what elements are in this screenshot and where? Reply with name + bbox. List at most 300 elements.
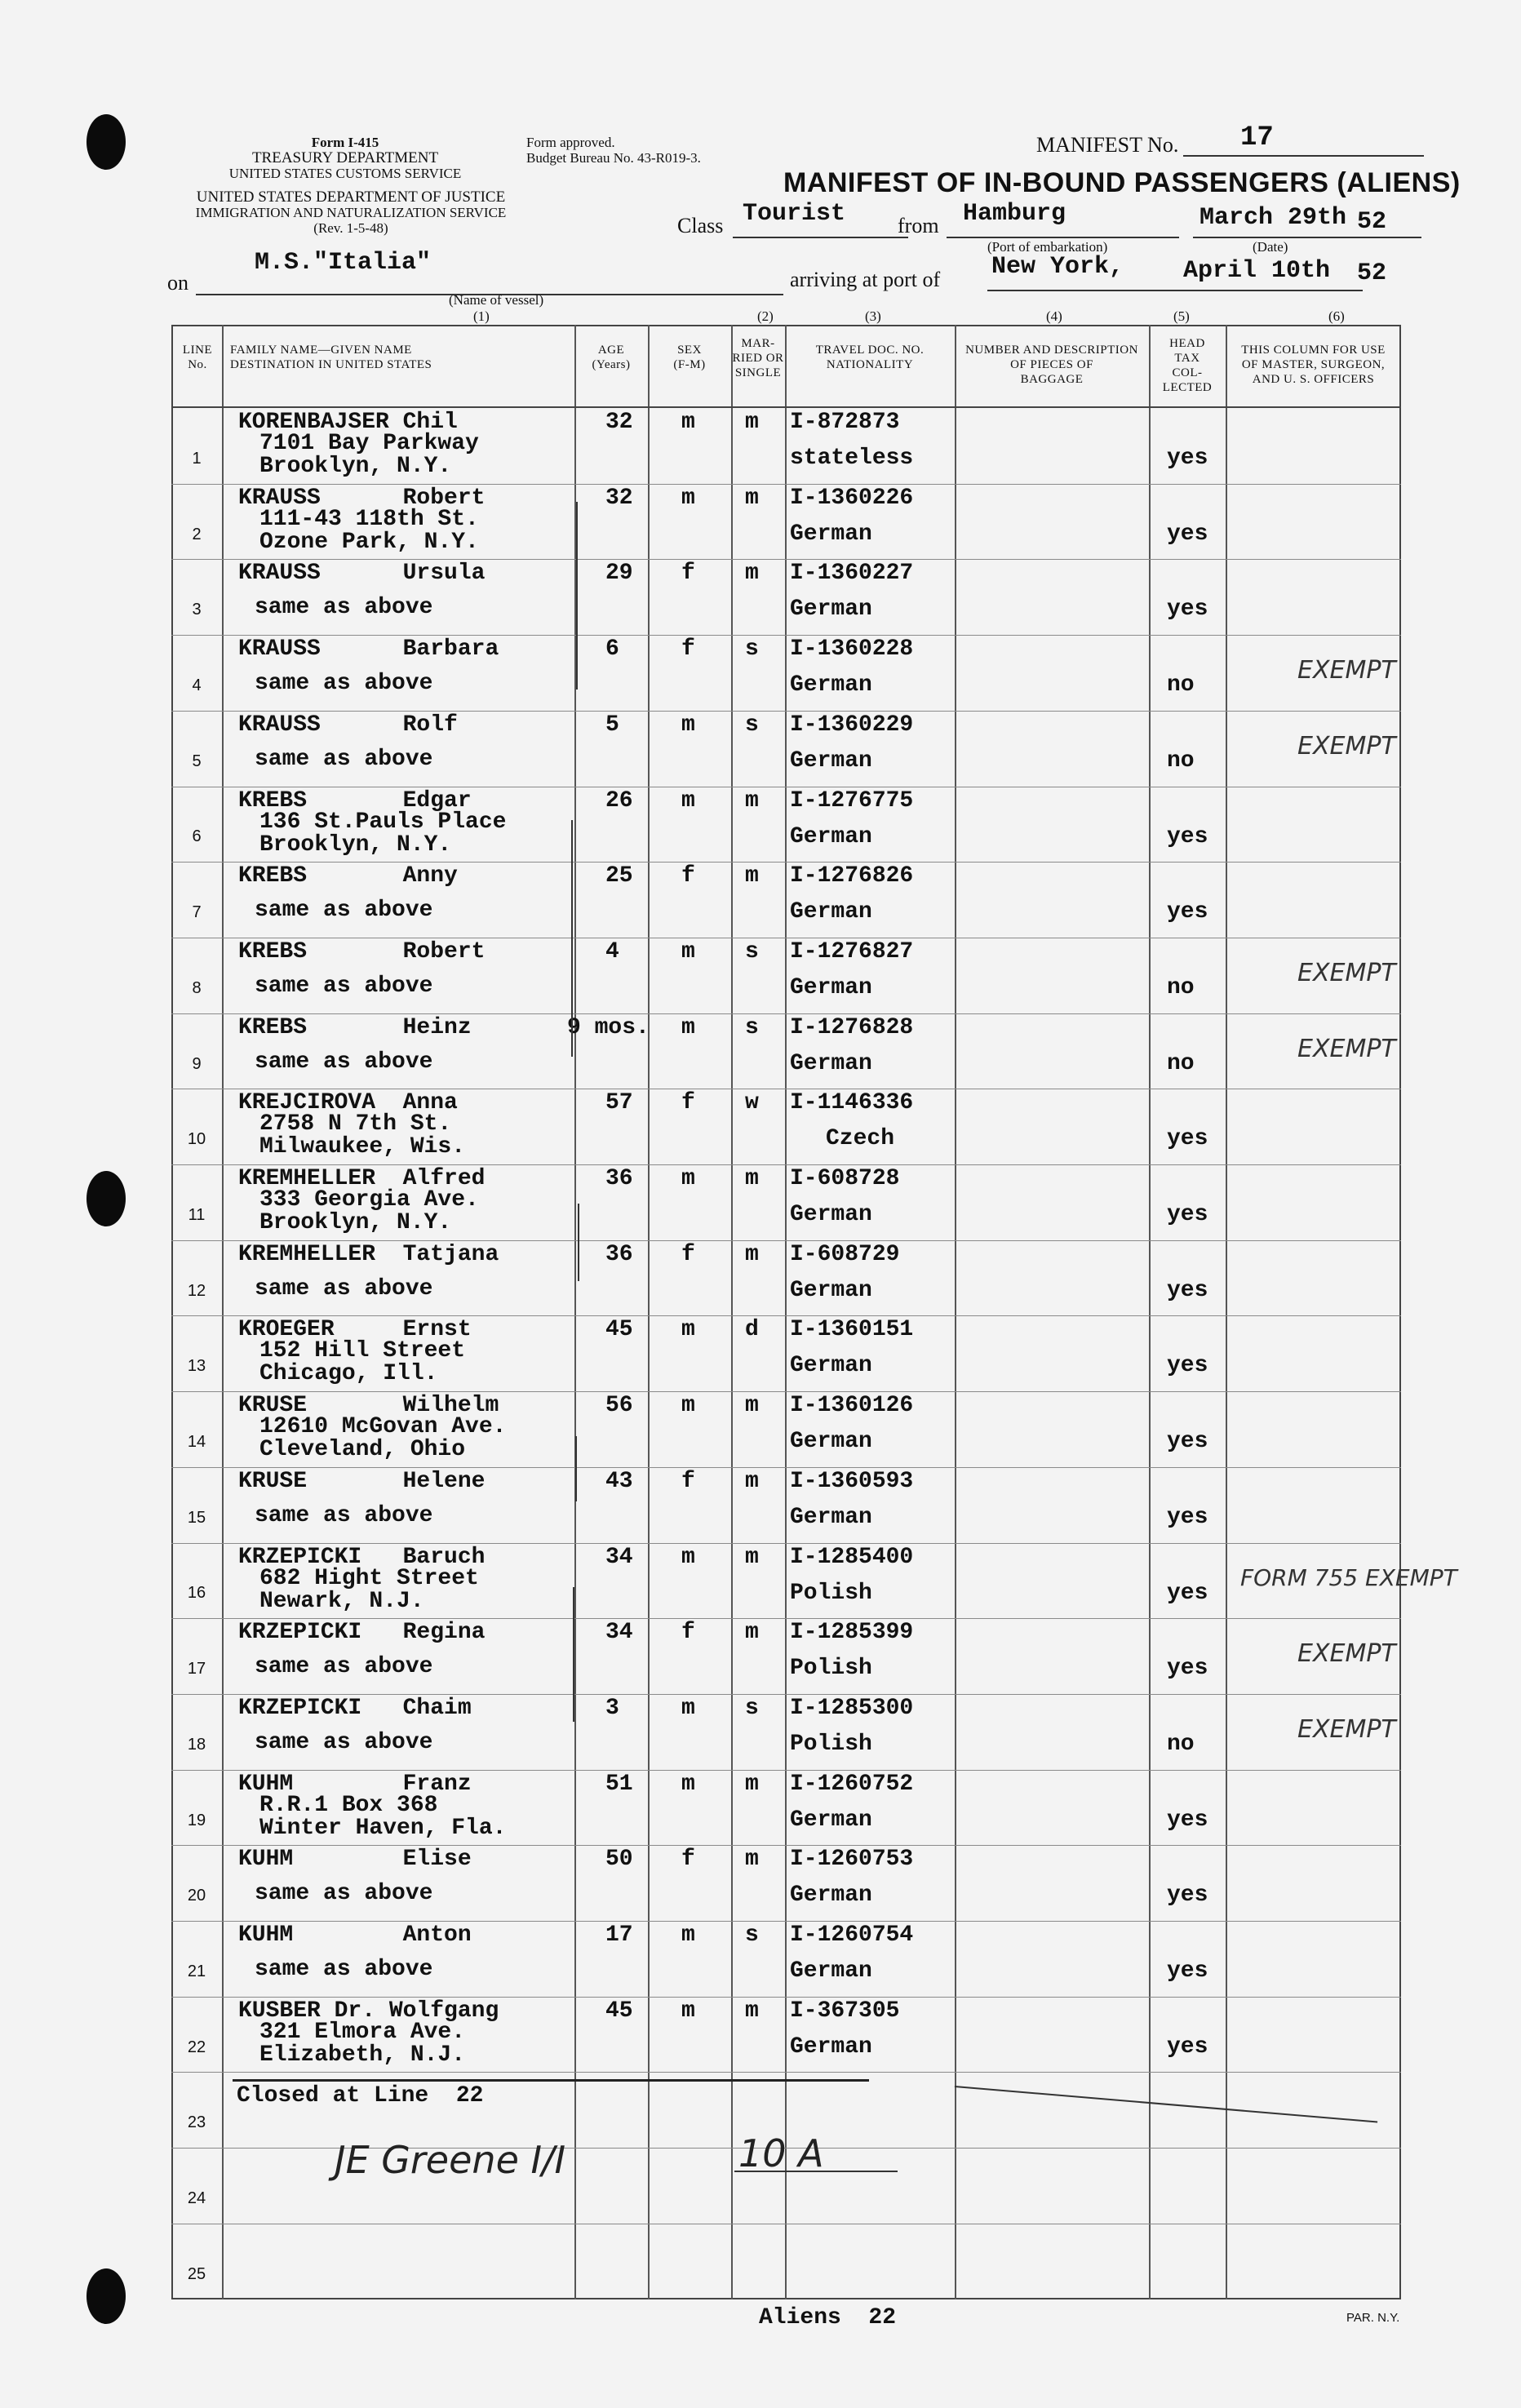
age: 4 (605, 938, 619, 965)
destination-line-1: 136 St.Pauls Place (259, 809, 507, 835)
destination-line-1: 152 Hill Street (259, 1338, 466, 1364)
arriving-label: arriving at port of (790, 268, 941, 291)
handwritten-mark: 10 A (738, 2131, 824, 2175)
pencil-bracket (573, 1587, 574, 1722)
head-tax: yes (1167, 1580, 1208, 1606)
destination-line-2: Cleveland, Ohio (259, 1437, 466, 1463)
sex: m (681, 1014, 695, 1040)
nationality: Polish (790, 1656, 872, 1682)
head-tax: no (1167, 974, 1195, 1000)
destination-line-1: 682 Hight Street (259, 1565, 479, 1591)
sex: m (681, 1544, 695, 1570)
date-caption: (Date) (1253, 239, 1288, 255)
line-number: 20 (187, 1887, 206, 1905)
row-divider (171, 1694, 1401, 1695)
destination-line-1: 111-43 118th St. (259, 506, 479, 532)
marital-status: s (745, 938, 759, 965)
row-divider (171, 1391, 1401, 1392)
line-number: 16 (187, 1584, 206, 1603)
travel-doc-no: I-1360226 (790, 485, 914, 511)
nationality: German (790, 1504, 872, 1530)
travel-doc-no: I-1285400 (790, 1544, 914, 1570)
sex: f (681, 863, 695, 889)
punch-hole (86, 1171, 126, 1226)
passenger-name: KREMHELLER Alfred (238, 1166, 486, 1191)
sex: m (681, 410, 695, 435)
manifest-title: MANIFEST OF IN-BOUND PASSENGERS (ALIENS) (783, 167, 1461, 198)
head-tax: yes (1167, 1429, 1208, 1455)
sex: f (681, 1468, 695, 1494)
vessel-name: M.S."Italia" (255, 249, 432, 277)
nationality: German (790, 1353, 872, 1379)
row-divider (171, 559, 1401, 560)
line-number: 14 (187, 1433, 206, 1452)
pencil-bracket (578, 1204, 579, 1281)
pencil-bracket (576, 502, 578, 690)
pencil-bracket (571, 820, 573, 1057)
head-tax: yes (1167, 823, 1208, 849)
passenger-name: KREBS Edgar (238, 787, 472, 814)
destination-line-1: same as above (255, 671, 433, 697)
sex: m (681, 1771, 695, 1797)
class-underline (733, 237, 908, 238)
nationality: German (790, 672, 872, 698)
travel-doc-no: I-1276827 (790, 938, 914, 965)
from-label: from (898, 214, 939, 237)
age: 5 (605, 712, 619, 738)
age: 57 (605, 1090, 633, 1116)
close-rule (233, 2079, 869, 2082)
form-approved: Form approved. Budget Bureau No. 43-R019-3. (526, 135, 701, 166)
officer-remark: EXEMPT (1297, 731, 1396, 761)
line-number: 7 (192, 903, 202, 922)
line-number: 2 (192, 525, 202, 543)
head-tax: no (1167, 1050, 1195, 1076)
colhead-baggage: NUMBER AND DESCRIPTION OF PIECES OF BAGGAGE (965, 344, 1138, 386)
nationality: German (790, 974, 872, 1000)
manifest-no-underline (1183, 155, 1424, 157)
nationality: Polish (790, 1731, 872, 1757)
destination-line-1: same as above (255, 1049, 433, 1075)
head-tax: no (1167, 747, 1195, 774)
marital-status: s (745, 1695, 759, 1721)
pencil-bracket (575, 1436, 577, 1501)
marital-status: m (745, 1771, 759, 1797)
row-divider (171, 1467, 1401, 1468)
punch-hole (86, 2268, 126, 2324)
row-divider (171, 1315, 1401, 1316)
row-divider (171, 1845, 1401, 1846)
officer-remark: EXEMPT (1297, 1034, 1396, 1063)
age: 51 (605, 1771, 633, 1797)
age: 32 (605, 485, 633, 511)
colhead-age: AGE (Years) (592, 344, 631, 371)
destination-line-1: same as above (255, 1654, 433, 1680)
head-tax: yes (1167, 1126, 1208, 1152)
destination-line-2: Brooklyn, N.Y. (259, 831, 452, 858)
passenger-name: KREBS Heinz (238, 1014, 472, 1040)
col-divider (731, 325, 733, 2299)
officer-remark: EXEMPT (1297, 1639, 1396, 1669)
passenger-name: KORENBAJSER Chil (238, 410, 458, 435)
head-tax: yes (1167, 1656, 1208, 1682)
nationality: stateless (790, 446, 914, 471)
destination-line-1: same as above (255, 1881, 433, 1907)
travel-doc-no: I-1146336 (790, 1090, 914, 1116)
nationality: German (790, 1050, 872, 1076)
header-divider (171, 406, 1401, 408)
passenger-name: KUSBER Dr. Wolfgang (238, 1998, 499, 2024)
line-number: 24 (187, 2189, 206, 2208)
marital-status: m (745, 1393, 759, 1419)
col-divider (1226, 325, 1227, 2299)
destination-line-1: same as above (255, 898, 433, 924)
head-tax: yes (1167, 596, 1208, 623)
destination-line-1: 12610 McGovan Ave. (259, 1414, 507, 1440)
marital-status: s (745, 1014, 759, 1040)
closed-at-line: Closed at Line 22 (237, 2083, 484, 2109)
head-tax: yes (1167, 1277, 1208, 1303)
sex: f (681, 561, 695, 587)
row-divider (171, 635, 1401, 636)
marital-status: m (745, 787, 759, 814)
row-divider (171, 1770, 1401, 1771)
nationality: German (790, 747, 872, 774)
col-divider (222, 325, 224, 2299)
sex: m (681, 1922, 695, 1948)
row-divider (171, 1013, 1401, 1014)
destination-line-2: Winter Haven, Fla. (259, 1815, 507, 1841)
class-label: Class (677, 214, 724, 237)
age: 43 (605, 1468, 633, 1494)
head-tax: yes (1167, 1353, 1208, 1379)
age: 3 (605, 1695, 619, 1721)
age: 56 (605, 1393, 633, 1419)
marital-status: m (745, 561, 759, 587)
vessel-caption: (Name of vessel) (449, 292, 544, 308)
destination-line-2: Brooklyn, N.Y. (259, 1210, 452, 1235)
destination-line-1: same as above (255, 1502, 433, 1528)
row-divider (171, 862, 1401, 863)
age: 29 (605, 561, 633, 587)
head-tax: no (1167, 1731, 1195, 1757)
col-num-6: (6) (1328, 308, 1345, 324)
destination-line-2: Chicago, Ill. (259, 1361, 438, 1387)
punch-hole (86, 114, 126, 170)
col-divider (648, 325, 650, 2299)
travel-doc-no: I-1360593 (790, 1468, 914, 1494)
class-value: Tourist (743, 200, 846, 228)
head-tax: yes (1167, 1882, 1208, 1909)
aliens-total: Aliens 22 (759, 2305, 897, 2330)
line-number: 3 (192, 601, 202, 619)
line-number: 8 (192, 978, 202, 997)
destination-line-1: same as above (255, 746, 433, 772)
sex: f (681, 636, 695, 663)
on-label: on (167, 271, 188, 295)
age: 17 (605, 1922, 633, 1948)
head-tax: yes (1167, 2033, 1208, 2060)
destination-line-1: same as above (255, 595, 433, 621)
handwritten-note: JE Greene I/I (335, 2138, 566, 2182)
age: 36 (605, 1241, 633, 1267)
age: 50 (605, 1847, 633, 1873)
marital-status: d (745, 1317, 759, 1343)
col-num-5: (5) (1173, 308, 1190, 324)
head-tax: yes (1167, 521, 1208, 547)
head-tax: no (1167, 672, 1195, 698)
col-num-4: (4) (1046, 308, 1062, 324)
destination-line-1: same as above (255, 1275, 433, 1302)
marital-status: w (745, 1090, 759, 1116)
sex: f (681, 1847, 695, 1873)
row-divider (171, 2072, 1401, 2073)
destination-line-1: same as above (255, 1729, 433, 1755)
line-number: 25 (187, 2264, 206, 2283)
travel-doc-no: I-1260754 (790, 1922, 914, 1948)
marital-status: m (745, 410, 759, 435)
passenger-name: KREJCIROVA Anna (238, 1090, 458, 1116)
sex: f (681, 1090, 695, 1116)
manifest-no-value: 17 (1240, 122, 1274, 153)
colhead-officers: THIS COLUMN FOR USE OF MASTER, SURGEON, AND U. S. OFFICERS (1241, 344, 1386, 386)
head-tax: yes (1167, 1202, 1208, 1227)
age: 45 (605, 1998, 633, 2024)
head-tax: yes (1167, 1958, 1208, 1984)
line-number: 18 (187, 1735, 206, 1754)
colhead-travel-doc: TRAVEL DOC. NO. NATIONALITY (815, 344, 925, 371)
row-divider (171, 1921, 1401, 1922)
nationality: German (790, 1882, 872, 1909)
marital-status: m (745, 1468, 759, 1494)
travel-doc-no: I-872873 (790, 410, 900, 435)
sex: m (681, 712, 695, 738)
colhead-name: FAMILY NAME—GIVEN NAME DESTINATION IN UNITED STATES (230, 344, 432, 371)
col-num-3: (3) (865, 308, 881, 324)
marital-status: s (745, 712, 759, 738)
sex: m (681, 787, 695, 814)
sex: m (681, 1166, 695, 1191)
marital-status: m (745, 1998, 759, 2024)
age: 6 (605, 636, 619, 663)
travel-doc-no: I-1260753 (790, 1847, 914, 1873)
handwritten-underline (734, 2171, 898, 2172)
destination-line-1: 7101 Bay Parkway (259, 431, 479, 456)
officer-remark: EXEMPT (1297, 656, 1396, 685)
travel-doc-no: I-1360126 (790, 1393, 914, 1419)
sex: m (681, 1998, 695, 2024)
destination-line-2: Brooklyn, N.Y. (259, 454, 452, 479)
travel-doc-no: I-1276775 (790, 787, 914, 814)
passenger-name: KRAUSS Barbara (238, 636, 499, 663)
arrival-date: April 10th (1183, 257, 1331, 285)
nationality: German (790, 596, 872, 623)
head-tax: yes (1167, 446, 1208, 471)
line-number: 1 (192, 449, 202, 468)
age: 36 (605, 1166, 633, 1191)
passenger-name: KRAUSS Ursula (238, 561, 486, 587)
age: 34 (605, 1544, 633, 1570)
line-number: 11 (188, 1205, 206, 1224)
line-number: 23 (187, 2113, 206, 2132)
passenger-name: KRUSE Helene (238, 1468, 486, 1494)
line-number: 19 (187, 1811, 206, 1829)
nationality: German (790, 1958, 872, 1984)
age: 26 (605, 787, 633, 814)
col-divider (785, 325, 787, 2299)
travel-doc-no: I-1260752 (790, 1771, 914, 1797)
passenger-name: KUHM Franz (238, 1771, 472, 1797)
line-number: 17 (187, 1660, 206, 1679)
sex: m (681, 1695, 695, 1721)
row-divider (171, 1618, 1401, 1619)
age: 9 mos. (567, 1014, 650, 1040)
officer-remark: FORM 755 EXEMPT (1240, 1563, 1457, 1591)
justice-block: UNITED STATES DEPARTMENT OF JUSTICE IMMIGRATION AND NATURALIZATION SERVICE (Rev. 1-5-48) (195, 188, 507, 236)
age: 32 (605, 410, 633, 435)
manifest-no-label: MANIFEST No. (1036, 133, 1179, 157)
row-divider (171, 484, 1401, 485)
destination-line-1: 321 Elmora Ave. (259, 2019, 466, 2045)
line-number: 12 (187, 1281, 206, 1300)
officer-remark: EXEMPT (1297, 958, 1396, 987)
sex: m (681, 1317, 695, 1343)
passenger-name: KUHM Elise (238, 1847, 472, 1873)
marital-status: m (745, 1241, 759, 1267)
line-number: 4 (192, 676, 202, 695)
arrival-port: New York, (991, 253, 1124, 281)
nationality: German (790, 521, 872, 547)
port-underline (947, 237, 1179, 238)
head-tax: yes (1167, 1504, 1208, 1530)
travel-doc-no: I-1360228 (790, 636, 914, 663)
age: 34 (605, 1620, 633, 1646)
passenger-name: KRZEPICKI Regina (238, 1620, 486, 1646)
line-number: 15 (187, 1508, 206, 1527)
passenger-name: KREBS Robert (238, 938, 486, 965)
destination-line-2: Elizabeth, N.J. (259, 2042, 466, 2068)
age: 25 (605, 863, 633, 889)
nationality: German (790, 899, 872, 925)
printer-mark: PAR. N.Y. (1346, 2311, 1400, 2325)
passenger-name: KRZEPICKI Chaim (238, 1695, 472, 1721)
nationality: German (790, 1277, 872, 1303)
passenger-name: KREMHELLER Tatjana (238, 1241, 499, 1267)
colhead-head-tax: HEAD TAX COL- LECTED (1162, 337, 1213, 394)
col-num-2: (2) (757, 308, 774, 324)
arrival-underline (987, 290, 1363, 291)
nationality: German (790, 823, 872, 849)
col-divider (955, 325, 956, 2299)
travel-doc-no: I-608729 (790, 1241, 900, 1267)
passenger-name: KRZEPICKI Baruch (238, 1544, 486, 1570)
row-divider (171, 1997, 1401, 1998)
destination-line-1: R.R.1 Box 368 (259, 1792, 438, 1818)
destination-line-1: same as above (255, 973, 433, 999)
row-divider (171, 1543, 1401, 1544)
marital-status: s (745, 1922, 759, 1948)
destination-line-1: same as above (255, 1957, 433, 1982)
passenger-name: KRUSE Wilhelm (238, 1393, 499, 1419)
colhead-sex: SEX (F-M) (673, 344, 706, 371)
age: 45 (605, 1317, 633, 1343)
arrival-year: 52 (1357, 259, 1387, 287)
travel-doc-no: I-1276828 (790, 1014, 914, 1040)
marital-status: m (745, 1620, 759, 1646)
port-value: Hamburg (963, 200, 1066, 228)
nationality: German (790, 1202, 872, 1227)
travel-doc-no: I-1360151 (790, 1317, 914, 1343)
travel-doc-no: I-1360229 (790, 712, 914, 738)
passenger-name: KRAUSS Robert (238, 485, 486, 511)
nationality: German (790, 1807, 872, 1833)
marital-status: m (745, 1544, 759, 1570)
date-year: 52 (1357, 208, 1387, 236)
nationality: Polish (790, 1580, 872, 1606)
row-divider (171, 711, 1401, 712)
sex: f (681, 1241, 695, 1267)
row-divider (171, 1164, 1401, 1165)
travel-doc-no: I-1360227 (790, 561, 914, 587)
nationality: German (790, 2033, 872, 2060)
sex: f (681, 1620, 695, 1646)
nationality: Czech (826, 1126, 895, 1152)
line-number: 9 (192, 1054, 202, 1073)
line-number: 10 (187, 1130, 206, 1149)
sex: m (681, 1393, 695, 1419)
marital-status: s (745, 636, 759, 663)
marital-status: m (745, 1166, 759, 1191)
destination-line-2: Newark, N.J. (259, 1588, 424, 1614)
port-caption: (Port of embarkation) (987, 239, 1108, 255)
head-tax: yes (1167, 1807, 1208, 1833)
marital-status: m (745, 863, 759, 889)
travel-doc-no: I-608728 (790, 1166, 900, 1191)
passenger-name: KROEGER Ernst (238, 1317, 472, 1343)
line-number: 13 (187, 1357, 206, 1376)
row-divider (171, 1240, 1401, 1241)
line-number: 6 (192, 827, 202, 846)
travel-doc-no: I-1276826 (790, 863, 914, 889)
date-underline (1193, 237, 1421, 238)
col-divider (1149, 325, 1151, 2299)
head-tax: yes (1167, 899, 1208, 925)
col-num-1: (1) (473, 308, 490, 324)
destination-line-1: 2758 N 7th St. (259, 1111, 452, 1137)
nationality: German (790, 1429, 872, 1455)
passenger-name: KRAUSS Rolf (238, 712, 458, 738)
passenger-name: KREBS Anny (238, 863, 458, 889)
officer-remark: EXEMPT (1297, 1714, 1396, 1744)
travel-doc-no: I-1285300 (790, 1695, 914, 1721)
date-value: March 29th (1200, 204, 1347, 232)
line-number: 22 (187, 2038, 206, 2056)
line-number: 21 (187, 1962, 206, 1980)
destination-line-1: 333 Georgia Ave. (259, 1187, 479, 1213)
colhead-line-no: LINE No. (182, 344, 213, 371)
destination-line-2: Milwaukee, Wis. (259, 1134, 466, 1160)
travel-doc-no: I-1285399 (790, 1620, 914, 1646)
line-number: 5 (192, 752, 202, 770)
marital-status: m (745, 1847, 759, 1873)
sex: m (681, 938, 695, 965)
passenger-name: KUHM Anton (238, 1922, 472, 1948)
form-number-block: Form I-415 TREASURY DEPARTMENT UNITED STATES CUSTOMS SERVICE (228, 135, 462, 181)
colhead-married: MAR- RIED OR SINGLE (732, 337, 784, 379)
marital-status: m (745, 485, 759, 511)
sex: m (681, 485, 695, 511)
travel-doc-no: I-367305 (790, 1998, 900, 2024)
